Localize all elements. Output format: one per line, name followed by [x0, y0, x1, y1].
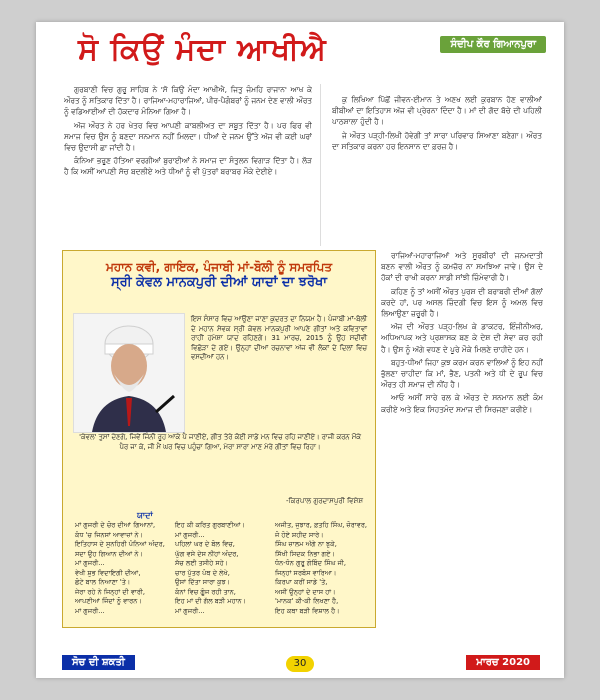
paragraph: ਗੁਰਬਾਣੀ ਵਿਚ ਗੁਰੂ ਸਾਹਿਬ ਨੇ 'ਸੋ ਕਿਉ ਮੰਦਾ ਆਖੀਐ, ਜਿਤੁ ਜੰਮਹਿ ਰਾਜਾਨ' ਆਖ ਕੇ ਔਰਤ ਨੂੰ ਸਤਿਕਾਰ ਦਿੱਤਾ ਹੈ। ਰਾਜਿਆ-ਮਹਾਰਾਜਿਆਂ, ਪੀਰ-ਪੈਗੰਬਰਾਂ ਨੂੰ ਜਨਮ ਦੇਣ ਵਾਲੀ ਔਰਤ ਨੂੰ ਵਡਿਆਈਆਂ ਦੀ ਹੱਕਦਾਰ ਮੰਨਿਆ ਗਿਆ ਹੈ।	[64, 85, 312, 117]
poem-line: ਮਾਂ ਗੁਜਰੀ...	[175, 530, 205, 539]
article-right-column-top	[332, 94, 542, 246]
paragraph: ਕੰਨਿਆ ਭਰੂਣ ਹੱਤਿਆ ਵਰਗੀਆਂ ਬੁਰਾਈਆਂ ਨੇ ਸਮਾਜ ਦਾ ਸੰਤੁਲਨ ਵਿਗਾੜ ਦਿੱਤਾ ਹੈ। ਲੋੜ ਹੈ ਕਿ ਅਸੀਂ ਆਪਣੀ ਸੋਚ ਬਦਲੀਏ ਅਤੇ ਧੀਆਂ ਨੂੰ ਵੀ ਪੁੱਤਰਾਂ ਬਰਾਬਰ ਮੌਕੇ ਦੇਈਏ।	[64, 156, 312, 177]
poem-line: ਕਿਰਪਾ ਕਰੀਂ ਸਾਡੇ 'ਤੇ,	[275, 578, 328, 586]
poem-line: ਇਤਿਹਾਸ ਦੇ ਸੁਨਹਿਰੀ ਪੰਨਿਆਂ ਅੰਦਰ,	[75, 540, 165, 548]
inset-body-text: ਇਸ ਸੰਸਾਰ ਵਿਚ ਆਉਣਾ ਜਾਣਾ ਕੁਦਰਤ ਦਾ ਨਿਯਮ ਹੈ। ਪੰਜਾਬੀ ਮਾਂ-ਬੋਲੀ ਦੇ ਮਹਾਨ ਸੇਵਕ ਸ੍ਰੀ ਕੇਵਲ ਮਾਨਕਪੁਰੀ ਆਪਣੇ ਗੀਤਾਂ ਅਤੇ ਕਵਿਤਾਵਾਂ ਰਾਹੀਂ ਹਮੇਸ਼ਾ ਯਾਦ ਰਹਿਣਗੇ। 31 ਮਾਰਚ, 2015 ਨੂੰ ਉਹ ਸਦੀਵੀ ਵਿਛੋੜਾ ਦੇ ਗਏ। ਉਨ੍ਹਾਂ ਦੀਆਂ ਰਚਨਾਵਾਂ ਅੱਜ ਵੀ ਲੋਕਾਂ ਦੇ ਦਿਲਾਂ ਵਿਚ ਵਸਦੀਆਂ ਹਨ।	[191, 315, 367, 362]
poem-line: ਕੰਧ 'ਚ ਜਿਨਸਾਂ ਆਵਾਜ਼ਾਂ ਨੇ।	[75, 530, 144, 539]
paragraph: ਕਹਿਣ ਨੂੰ ਤਾਂ ਅਸੀਂ ਔਰਤ ਪੁਰਸ਼ ਦੀ ਬਰਾਬਰੀ ਦੀਆਂ ਗੱਲਾਂ ਕਰਦੇ ਹਾਂ, ਪਰ ਅਸਲ ਜ਼ਿੰਦਗੀ ਵਿਚ ਇਸ ਨੂੰ ਅਮਲ ਵਿਚ ਲਿਆਉਣਾ ਜ਼ਰੂਰੀ ਹੈ।	[381, 286, 543, 319]
poem-line: 'ਮਾਨਕ' ਕੀ-ਕੀ ਲਿਖਣਾ ਹੈ,	[275, 597, 339, 605]
portrait-illustration	[74, 314, 184, 432]
poem-line: ਪਹਿਲਾਂ ਘਰ ਦੇ ਬੋਲ ਵਿਚ,	[175, 540, 235, 548]
poem-line: ਇਹ ਕਥਾ ਬੜੀ ਵਿਸ਼ਾਲ ਹੈ।	[275, 606, 340, 615]
paragraph: ਕੁ ਲਿਖਿਆ ਪਿੱਛੋਂ ਜੀਵਨ-ਈਮਾਨ ਤੇ ਅਣਖ ਲਈ ਕੁਰਬਾਨ ਹੋਣ ਵਾਲੀਆਂ ਬੀਬੀਆਂ ਦਾ ਇਤਿਹਾਸ ਅੱਜ ਵੀ ਪ੍ਰੇਰਨਾ ਦਿੰਦਾ ਹੈ। ਮਾਂ ਦੀ ਗੋਦ ਬੱਚੇ ਦੀ ਪਹਿਲੀ ਪਾਠਸ਼ਾਲਾ ਹੁੰਦੀ ਹੈ।	[332, 95, 542, 127]
poem-line: ਛੋਟੇ ਬਾਲ ਨਿਆਣਾ 'ਤੇ।	[75, 578, 131, 586]
column-divider	[320, 84, 321, 246]
poem-line: ਮਾਂ ਗੁਜਰੀ ਦੇ ਚੋਰ ਦੀਆਂ ਗਿਆਨਾਂ,	[75, 521, 156, 529]
article-title: ਸੋ ਕਿਉਂ ਮੰਦਾ ਆਖੀਐ	[78, 32, 327, 67]
page-footer	[36, 652, 564, 678]
poem-line: ਅਜੀਤ, ਜੁਝਾਰ, ਫ਼ਤਹਿ ਸਿੰਘ, ਜ਼ੋਰਾਵਰ,	[275, 521, 368, 529]
article-left-column	[64, 84, 312, 246]
inset-heading	[71, 259, 367, 291]
poem-line: ਮਾਂ ਗੁਜਰੀ...	[75, 559, 105, 567]
poem-line: ਘੁੱਗ ਵਸੇ ਦੇਸ ਨੀਂਹਾਂ ਅੰਦਰ,	[175, 549, 239, 558]
magazine-name: ਸੋਚ ਦੀ ਸ਼ਕਤੀ	[62, 655, 135, 670]
poem-line: ਵੇਖੀ ਸ਼ੁਭ ਵਿਦਾਇਗੀ ਦੀਆਂ,	[75, 568, 141, 577]
poem-line: ਉਸਾਂ ਦਿੱਤਾ ਸਾਰਾ ਕੁਝ।	[175, 578, 231, 586]
paragraph: ਰਾਜਿਆਂ-ਮਹਾਰਾਜਿਆਂ ਅਤੇ ਸੂਰਬੀਰਾਂ ਦੀ ਜਨਮਦਾਤੀ ਬਣਨ ਵਾਲੀ ਔਰਤ ਨੂੰ ਕਮਜ਼ੋਰ ਨਾ ਸਮਝਿਆ ਜਾਵੇ। ਉਸ ਦੇ ਹੱਕਾਂ ਦੀ ਰਾਖੀ ਕਰਨਾ ਸਾਡੀ ਸਾਂਝੀ ਜ਼ਿੰਮੇਵਾਰੀ ਹੈ।	[381, 251, 543, 283]
paragraph: ਅੱਜ ਔਰਤ ਨੇ ਹਰ ਖੇਤਰ ਵਿਚ ਆਪਣੀ ਕਾਬਲੀਅਤ ਦਾ ਸਬੂਤ ਦਿੱਤਾ ਹੈ। ਪਰ ਫਿਰ ਵੀ ਸਮਾਜ ਵਿਚ ਉਸ ਨੂੰ ਬਣਦਾ ਸਨਮਾਨ ਨਹੀਂ ਮਿਲਦਾ। ਧੀਆਂ ਦੇ ਜਨਮ ਉੱਤੇ ਅੱਜ ਵੀ ਕਈ ਘਰਾਂ ਵਿਚ ਉਦਾਸੀ ਛਾ ਜਾਂਦੀ ਹੈ।	[64, 120, 312, 153]
inset-heading-line1: ਮਹਾਨ ਕਵੀ, ਗਾਇਕ, ਪੰਜਾਬੀ ਮਾਂ-ਬੋਲੀ ਨੂੰ ਸਮਰਪਿਤ	[105, 260, 333, 274]
poem-line: ਇਹ ਮਾਂ ਦੀ ਗੱਲ ਬੜੀ ਮਹਾਨ।	[175, 597, 247, 605]
inset-quote: 'ਕੇਵਲ' ਤੁਸਾਂ ਦੇਣਗੇ, ਜਿਵੇਂ ਜਿੰਨੀ ਰੂਹ ਆਕੇ ਪੈ ਜਾਣੀਏ, ਗੀਤ ਤੇਰੇ ਕੋਈ ਸਾਡੇ ਮਨ ਵਿਚ ਰਹਿ ਜਾਣੀਏ। ਰਾਜੀ ਕਰਨ ਮੌਕੇ ਪੈਰ ਜਾ ਕੇ, ਜੀ ਮੈਂ ਘਰ ਵਿਚ ਪਹੁੰਚਾ ਗਿਆ, ਮੇਰਾ ਸਾਰਾ ਮਾਣ ਮੇਰੇ ਗੀਤਾਂ ਵਿਚ ਰਿਹਾ।	[79, 433, 361, 451]
poem-column-2	[175, 521, 246, 616]
poem-line: ਚਾਰ ਪੁੱਤਰ ਪੰਥ ਦੇ ਲੇਖੇ,	[175, 568, 230, 577]
poem-line: ਜਿਨ੍ਹਾਂ ਸਰਬੰਸ ਵਾਰਿਆ।	[275, 568, 337, 577]
poem-title: ਯਾਦਾਂ	[137, 511, 153, 520]
poem-line: ਸਿੱਖੀ ਸਿਦਕ ਨਿਭਾ ਗਏ।	[275, 549, 335, 558]
poem-line: ਸਦਾ ਉਹ ਗਿਆਨ ਦੀਆਂ ਨੇ।	[75, 549, 143, 558]
poem-line: ਆਪਣੀਆਂ ਜਿੰਦਾਂ ਨੂੰ ਵਾਰਨ।	[75, 597, 142, 605]
article-right-column-mid	[381, 250, 543, 590]
poem-line: ਜੋ ਹੋਏ ਸ਼ਹੀਦ ਸਾਰੇ।	[275, 530, 324, 539]
paragraph: ਆਓ ਅਸੀਂ ਸਾਰੇ ਰਲ ਕੇ ਔਰਤ ਦੇ ਸਨਮਾਨ ਲਈ ਕੰਮ ਕਰੀਏ ਅਤੇ ਇਕ ਸਿਹਤਮੰਦ ਸਮਾਜ ਦੀ ਸਿਰਜਣਾ ਕਰੀਏ।	[381, 393, 543, 414]
poem-line: ਅਸੀਂ ਉਨ੍ਹਾਂ ਦੇ ਦਾਸ ਹਾਂ।	[275, 587, 336, 596]
page-number: 30	[286, 656, 314, 672]
article-header	[36, 22, 564, 84]
poem-line: ਸਿੰਘ ਜ਼ਾਲਮ ਅੱਗੇ ਨਾ ਝੁਕੇ,	[275, 540, 337, 548]
poem-line: ਇਹ ਕੀ ਕਰਿਤ ਗੁਰਬਾਣੀਆਂ।	[175, 521, 246, 529]
magazine-page	[36, 22, 564, 678]
poem-line: ਮਾਂ ਗੁਜਰੀ...	[175, 606, 205, 615]
poem-line: ਸੱਚ ਲਈ ਤਸੀਹੇ ਸਹੇ।	[175, 559, 229, 567]
inset-heading-line2: ਸ੍ਰੀ ਕੇਵਲ ਮਾਨਕਪੁਰੀ ਦੀਆਂ ਯਾਦਾਂ ਦਾ ਝਰੋਖਾ	[111, 275, 327, 290]
paragraph: ਬਹੁਤ-ਧੀਆਂ ਜਿਹਾ ਕੁਝ ਕਰਮ ਕਰਨ ਵਾਲਿਆਂ ਨੂੰ ਇਹ ਨਹੀਂ ਭੁੱਲਣਾ ਚਾਹੀਦਾ ਕਿ ਮਾਂ, ਭੈਣ, ਪਤਨੀ ਅਤੇ ਧੀ ਦੇ ਰੂਪ ਵਿਚ ਔਰਤ ਹੀ ਸਮਾਜ ਦੀ ਨੀਂਹ ਹੈ।	[381, 357, 543, 390]
poem-column-1	[75, 521, 165, 616]
author-badge: ਸੰਦੀਪ ਕੌਰ ਗਿਆਨਪੁਰਾ	[440, 36, 546, 53]
inset-signature: -ਕਿਰਪਾਲ ਗੁਰਦਾਸਪੁਰੀ ਵਿਸ਼ੇਸ਼	[285, 497, 363, 505]
poem-line: ਮਾਂ ਗੁਜਰੀ...	[75, 606, 105, 615]
issue-date: ਮਾਰਚ 2020	[466, 655, 540, 670]
paragraph: ਜੇ ਔਰਤ ਪੜ੍ਹੀ-ਲਿਖੀ ਹੋਵੇਗੀ ਤਾਂ ਸਾਰਾ ਪਰਿਵਾਰ ਸਿਆਣਾ ਬਣੇਗਾ। ਔਰਤ ਦਾ ਸਤਿਕਾਰ ਕਰਨਾ ਹਰ ਇਨਸਾਨ ਦਾ ਫ਼ਰਜ਼ ਹੈ।	[332, 130, 542, 151]
portrait-photo	[73, 313, 185, 433]
poem-line: ਧੰਨ-ਧੰਨ ਗੁਰੂ ਗੋਬਿੰਦ ਸਿੰਘ ਜੀ,	[275, 559, 346, 567]
paragraph: ਅੱਜ ਦੀ ਔਰਤ ਪੜ੍ਹ-ਲਿਖ ਕੇ ਡਾਕਟਰ, ਇੰਜੀਨੀਅਰ, ਅਧਿਆਪਕ ਅਤੇ ਪ੍ਰਸ਼ਾਸਕ ਬਣ ਕੇ ਦੇਸ਼ ਦੀ ਸੇਵਾ ਕਰ ਰਹੀ ਹੈ। ਉਸ ਨੂੰ ਅੱਗੇ ਵਧਣ ਦੇ ਪੂਰੇ ਮੌਕੇ ਮਿਲਣੇ ਚਾਹੀਦੇ ਹਨ।	[381, 322, 543, 354]
tribute-inset	[62, 250, 376, 628]
poem-line: ਜੇਰਾ ਰਹੇ ਨੇ ਜਿਨ੍ਹਾਂ ਦੀ ਵਾਰੀ,	[75, 587, 146, 596]
poem-line: ਕੰਨਾਂ ਵਿਚ ਗੂੰਜ ਰਹੀ ਤਾਨ,	[175, 587, 236, 596]
poem-column-3	[275, 521, 367, 616]
